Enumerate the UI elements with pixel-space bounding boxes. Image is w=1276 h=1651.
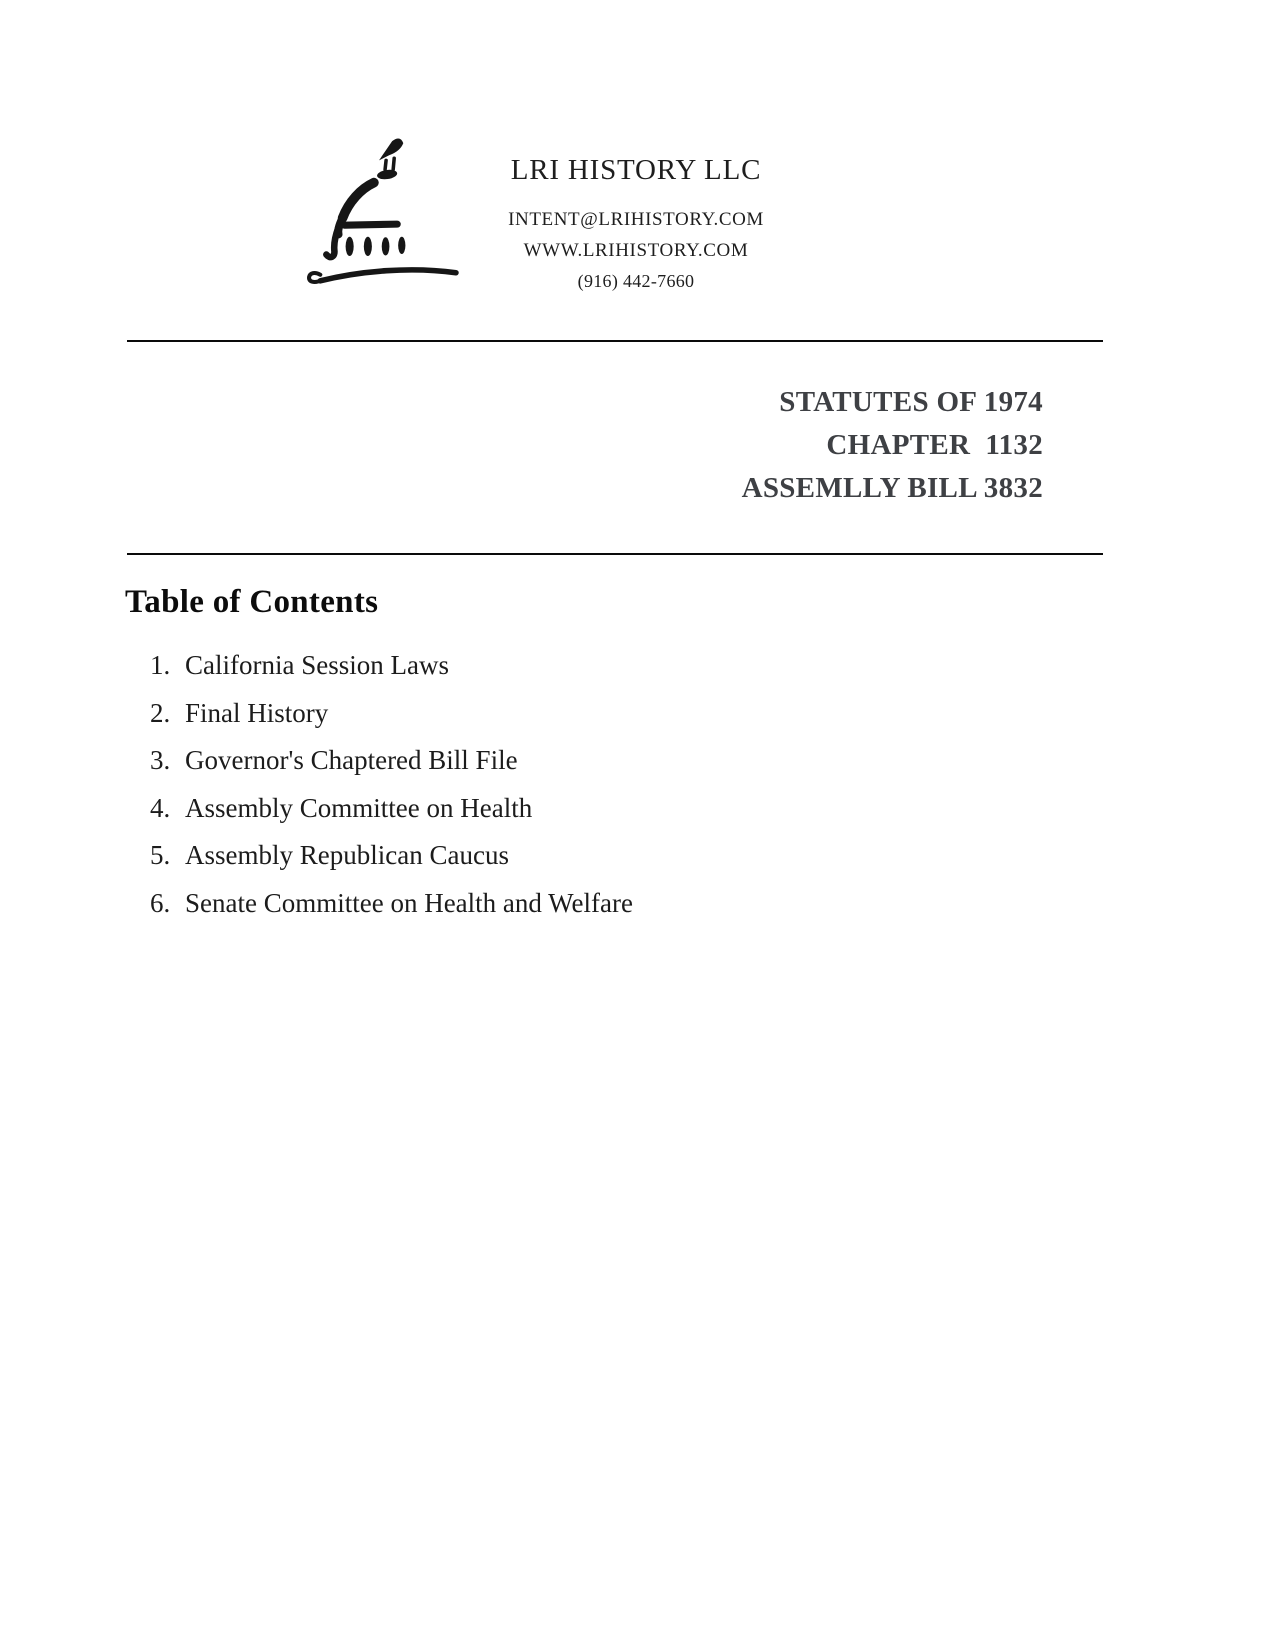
toc-item-number: 2. bbox=[150, 697, 171, 728]
toc-item bbox=[150, 737, 633, 785]
toc-item-label: Governor's Chaptered Bill File bbox=[185, 745, 518, 776]
toc-item-label: Senate Committee on Health and Welfare bbox=[185, 887, 633, 918]
toc-heading: Table of Contents bbox=[125, 584, 379, 620]
toc-list bbox=[150, 642, 633, 928]
toc-item bbox=[150, 785, 633, 833]
chapter-line: CHAPTER 1132 bbox=[826, 429, 1043, 461]
toc-item-number: 6. bbox=[150, 887, 171, 918]
toc-item-label: Assembly Republican Caucus bbox=[185, 840, 509, 871]
assembly-bill-line: ASSEMLLY BILL 3832 bbox=[741, 472, 1043, 504]
toc-item-number: 1. bbox=[150, 650, 171, 680]
toc-item bbox=[150, 832, 633, 880]
statute-title-block bbox=[742, 381, 1043, 510]
company-website: WWW.LRIHISTORY.COM bbox=[523, 240, 749, 261]
divider-bottom bbox=[127, 553, 1103, 555]
toc-item bbox=[150, 880, 633, 928]
company-name: LRI HISTORY LLC bbox=[510, 154, 762, 186]
statutes-year-line: STATUTES OF 1974 bbox=[779, 386, 1043, 418]
toc-item-label: California Session Laws bbox=[185, 650, 449, 680]
toc-item-label: Final History bbox=[185, 697, 329, 728]
letterhead bbox=[386, 150, 886, 296]
company-phone: (916) 442-7660 bbox=[577, 271, 695, 291]
toc-item-number: 4. bbox=[150, 792, 171, 823]
toc-item-label: Assembly Committee on Health bbox=[185, 792, 533, 823]
divider-top bbox=[127, 340, 1103, 342]
toc-item-number: 3. bbox=[150, 745, 171, 776]
toc-item bbox=[150, 642, 633, 690]
company-email: INTENT@LRIHISTORY.COM bbox=[508, 209, 764, 230]
toc-item bbox=[150, 690, 633, 738]
toc-item-number: 5. bbox=[150, 840, 171, 871]
